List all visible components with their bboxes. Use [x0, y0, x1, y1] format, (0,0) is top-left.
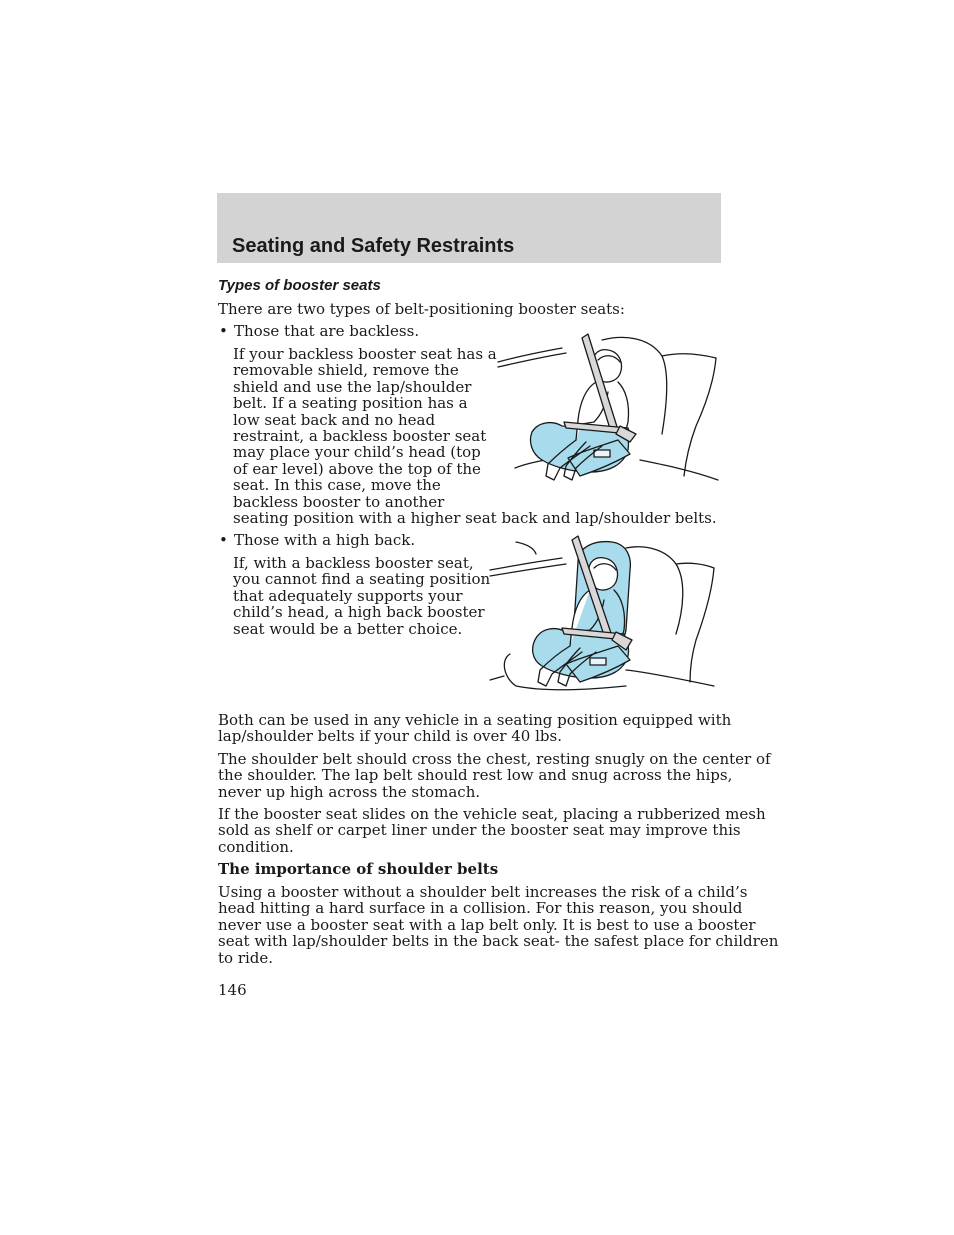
body-line: shield and use the lap/shoulder — [233, 377, 472, 396]
section-heading: Types of booster seats — [218, 277, 381, 294]
body-line: condition. — [218, 837, 294, 856]
body-line: seat with lap/shoulder belts in the back seat- the safest place for children — [218, 932, 779, 951]
body-line: restraint, a backless booster seat — [233, 427, 487, 445]
bullet-icon: • — [219, 531, 228, 549]
body-line: If your backless booster seat has a — [233, 345, 497, 363]
body-line: never up high across the stomach. — [218, 782, 481, 801]
body-line: Using a booster without a shoulder belt increases the risk of a child’s — [218, 883, 748, 901]
backless-booster-illustration — [490, 330, 720, 490]
subsection-heading: The importance of shoulder belts — [218, 860, 499, 878]
body-line: belt. If a seating position has a — [233, 394, 468, 413]
body-line: removable shield, remove the — [233, 361, 459, 380]
body-line: seating position with a higher seat back and lap/shoulder belts. — [233, 509, 717, 527]
body-line: If the booster seat slides on the vehicle seat, placing a rubberized mesh — [218, 805, 766, 823]
page-title: Seating and Safety Restraints — [232, 235, 515, 257]
body-line: seat would be a better choice. — [233, 619, 463, 638]
body-line: the shoulder. The lap belt should rest low and snug across the hips, — [218, 766, 733, 785]
body-line: low seat back and no head — [233, 410, 436, 429]
body-line: you cannot find a seating position — [233, 570, 491, 589]
body-line: sold as shelf or carpet liner under the booster seat may improve this — [218, 821, 741, 840]
body-line: lap/shoulder belts if your child is over 40 lbs. — [218, 727, 562, 746]
high-back-booster-illustration — [486, 534, 720, 694]
body-line: child’s head, a high back booster — [233, 603, 485, 622]
bullet-icon: • — [219, 322, 228, 340]
body-line: may place your child’s head (top — [233, 443, 481, 462]
body-line: of ear level) above the top of the — [233, 459, 481, 478]
body-line: If, with a backless booster seat, — [233, 554, 474, 572]
body-line: The shoulder belt should cross the chest, resting snugly on the center of — [218, 750, 771, 768]
body-line: head hitting a hard surface in a collision. For this reason, you should — [218, 899, 743, 918]
bullet-label-backless: Those that are backless. — [234, 322, 420, 340]
body-line: to ride. — [218, 948, 274, 967]
body-line: that adequately supports your — [233, 586, 463, 605]
body-line: backless booster to another — [233, 492, 445, 511]
body-line: seat. In this case, move the — [233, 476, 441, 495]
intro-text: There are two types of belt-positioning booster seats: — [218, 300, 625, 318]
bullet-label-high-back: Those with a high back. — [234, 531, 416, 549]
section-header — [217, 193, 721, 263]
page-number: 146 — [218, 981, 247, 999]
body-line: never use a booster seat with a lap belt only. It is best to use a booster — [218, 915, 756, 934]
body-line: Both can be used in any vehicle in a seating position equipped with — [218, 711, 732, 729]
